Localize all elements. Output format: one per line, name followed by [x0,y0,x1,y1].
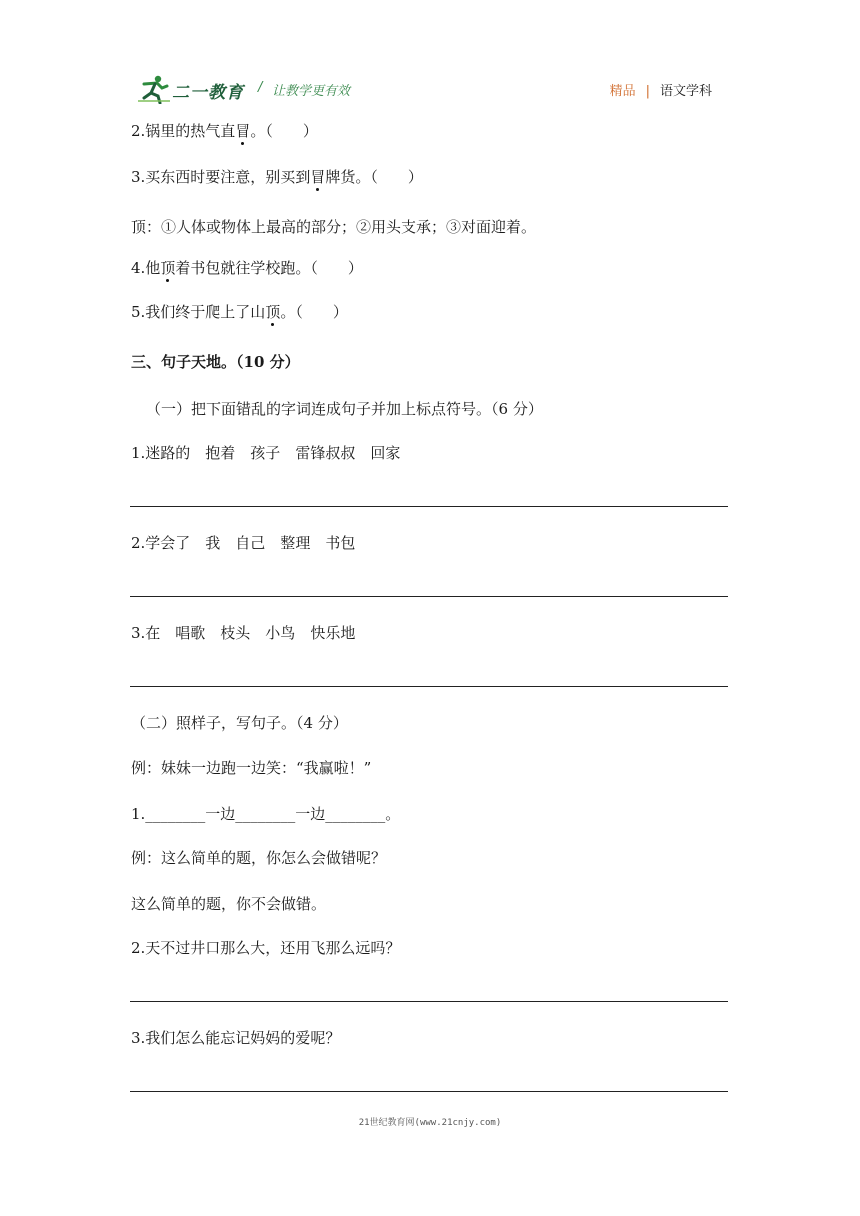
dotted-char: 冒 [310,168,326,186]
subsection-heading: （二）照样子，写句子。（4 分） [131,714,348,732]
question-line: 2.天不过井口那么大，还用飞那么远吗？ [131,939,401,957]
answer-line[interactable] [130,596,728,597]
answer-line[interactable] [130,1001,728,1002]
question-line: 3.在 唱歌 枝头 小鸟 快乐地 [131,624,356,642]
header-right [610,80,712,99]
question-line: 4.他顶着书包就往学校跑。（ ） [131,259,363,277]
question-line: 2.学会了 我 自己 整理 书包 [131,534,356,552]
question-line: 2.锅里的热气直冒。（ ） [131,122,318,140]
slogan-separator: / [258,80,263,95]
subsection-heading: （一）把下面错乱的字词连成句子并加上标点符号。（6 分） [146,400,543,418]
header-divider: | [645,84,650,99]
slogan: 让教学更有效 [272,84,351,99]
logo-text: 二一教育 [172,83,244,103]
dotted-char: 顶 [265,303,281,321]
runner-logo-icon [136,74,172,104]
example-line: 这么简单的题，你不会做错。 [131,895,327,913]
answer-line[interactable] [130,506,728,507]
fill-blank-line[interactable]: 1.________一边________一边________。 [131,805,401,823]
section-heading: 三、句子天地。（10 分） [131,353,300,371]
question-line: 3.我们怎么能忘记妈妈的爱呢？ [131,1029,341,1047]
question-line: 3.买东西时要注意，别买到冒牌货。（ ） [131,168,423,186]
question-line: 5.我们终于爬上了山顶。（ ） [131,303,348,321]
page-footer: 21世纪教育网(www.21cnjy.com) [358,1118,502,1128]
quality-label: 精品 [609,84,636,99]
dotted-char: 顶 [160,259,176,277]
dotted-char: 冒 [235,122,251,140]
question-line: 1.迷路的 抱着 孩子 雷锋叔叔 回家 [131,444,401,462]
example-line: 例：这么简单的题，你怎么会做错呢？ [131,849,387,867]
example-line: 例：妹妹一边跑一边笑：“我赢啦！” [131,759,372,777]
answer-line[interactable] [130,1091,728,1092]
subject-label: 语文学科 [659,84,712,99]
page-header [130,70,730,110]
definition-line: 顶：①人体或物体上最高的部分；②用头支承；③对面迎着。 [131,218,537,236]
answer-line[interactable] [130,686,728,687]
